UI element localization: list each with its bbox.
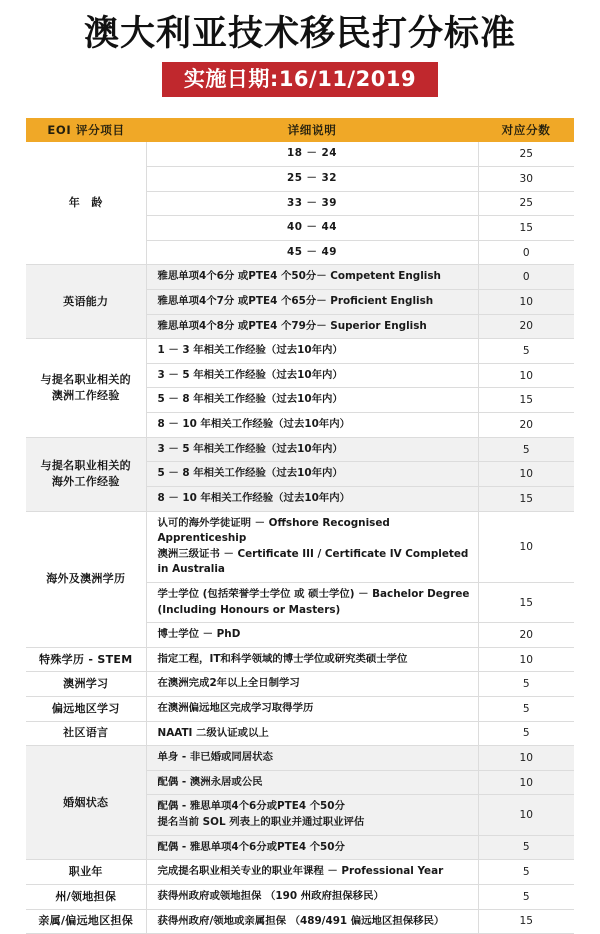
- description-cell: 3 － 5 年相关工作经验（过去10年内）: [146, 363, 478, 388]
- category-line: 澳洲工作经验: [51, 388, 120, 402]
- description-cell: 指定工程，IT和科学领域的博士学位或研究类硕士学位: [146, 647, 478, 672]
- effective-date-badge: 实施日期:16/11/2019: [162, 62, 438, 97]
- description-line: 配偶 - 雅思单项4个6分或PTE4 个50分: [157, 800, 345, 813]
- page-header: [0, 0, 600, 97]
- category-cell: 英语能力: [26, 265, 146, 339]
- description-cell: 博士学位 － PhD: [146, 623, 478, 648]
- description-cell: 配偶 - 雅思单项4个6分或PTE4 个50分: [146, 835, 478, 860]
- description-cell: 5 － 8 年相关工作经验（过去10年内）: [146, 388, 478, 413]
- category-cell: [26, 339, 146, 437]
- category-line: 与提名职业相关的: [40, 373, 131, 387]
- category-cell: 澳洲学习: [26, 672, 146, 697]
- category-cell: 州/领地担保: [26, 884, 146, 909]
- category-cell: 社区语言: [26, 721, 146, 746]
- table-row: [26, 672, 574, 697]
- table-row: [26, 909, 574, 934]
- description-cell: [146, 511, 478, 582]
- description-cell: 在澳洲偏远地区完成学习取得学历: [146, 697, 478, 722]
- score-cell: 10: [478, 647, 574, 672]
- description-cell: [146, 582, 478, 622]
- category-cell: 特殊学历 - STEM: [26, 647, 146, 672]
- score-cell: 20: [478, 314, 574, 339]
- category-cell: 海外及澳洲学历: [26, 511, 146, 647]
- table-head: [26, 118, 574, 142]
- score-cell: 10: [478, 795, 574, 835]
- score-table-container: [26, 118, 574, 934]
- table-row: [26, 265, 574, 290]
- score-cell: 25: [478, 142, 574, 166]
- score-cell: 0: [478, 265, 574, 290]
- table-header-row: [26, 118, 574, 142]
- description-cell: 雅思单项4个8分 或PTE4 个79分－ Superior English: [146, 314, 478, 339]
- category-cell: 亲属/偏远地区担保: [26, 909, 146, 934]
- score-cell: 5: [478, 721, 574, 746]
- table-row: [26, 511, 574, 582]
- description-cell: 配偶 - 澳洲永居或公民: [146, 770, 478, 795]
- description-cell: 1 － 3 年相关工作经验（过去10年内）: [146, 339, 478, 364]
- description-cell: 25 － 32: [146, 167, 478, 192]
- description-cell: 45 － 49: [146, 240, 478, 265]
- category-cell: 偏远地区学习: [26, 697, 146, 722]
- category-cell: [26, 437, 146, 511]
- description-cell: 40 － 44: [146, 216, 478, 241]
- score-cell: 5: [478, 339, 574, 364]
- score-cell: 20: [478, 413, 574, 438]
- description-cell: 雅思单项4个7分 或PTE4 个65分－ Proficient English: [146, 290, 478, 315]
- table-row: [26, 142, 574, 166]
- description-line: 提名当前 SOL 列表上的职业并通过职业评估: [157, 816, 365, 829]
- category-line: 与提名职业相关的: [40, 459, 131, 473]
- table-row: [26, 697, 574, 722]
- score-table: [26, 118, 574, 934]
- description-cell: 8 － 10 年相关工作经验（过去10年内）: [146, 413, 478, 438]
- description-cell: 33 － 39: [146, 191, 478, 216]
- description-cell: 3 － 5 年相关工作经验（过去10年内）: [146, 437, 478, 462]
- score-cell: 20: [478, 623, 574, 648]
- column-header-score: 对应分数: [478, 118, 574, 142]
- score-cell: 15: [478, 486, 574, 511]
- score-cell: 10: [478, 746, 574, 771]
- category-cell: 婚姻状态: [26, 746, 146, 860]
- description-line: 澳洲三级证书 － Certificate III / Certificate IV Completed in Australia: [157, 547, 469, 576]
- score-cell: 10: [478, 290, 574, 315]
- description-cell: [146, 795, 478, 835]
- description-line: 学士学位 (包括荣誉学士学位 或 硕士学位) － Bachelor Degree: [157, 587, 470, 600]
- score-cell: 5: [478, 697, 574, 722]
- score-cell: 10: [478, 363, 574, 388]
- score-cell: 10: [478, 770, 574, 795]
- score-cell: 0: [478, 240, 574, 265]
- description-cell: 5 － 8 年相关工作经验（过去10年内）: [146, 462, 478, 487]
- table-row: [26, 647, 574, 672]
- score-cell: 15: [478, 582, 574, 622]
- score-cell: 15: [478, 388, 574, 413]
- score-cell: 5: [478, 437, 574, 462]
- score-cell: 5: [478, 860, 574, 885]
- score-cell: 5: [478, 835, 574, 860]
- score-cell: 15: [478, 216, 574, 241]
- score-cell: 10: [478, 462, 574, 487]
- table-row: [26, 884, 574, 909]
- description-cell: NAATI 二级认证或以上: [146, 721, 478, 746]
- description-cell: 单身 - 非已婚或同居状态: [146, 746, 478, 771]
- page-title: 澳大利亚技术移民打分标准: [83, 14, 516, 54]
- date-badge-wrapper: [0, 62, 600, 97]
- score-cell: 5: [478, 884, 574, 909]
- score-cell: 5: [478, 672, 574, 697]
- score-cell: 25: [478, 191, 574, 216]
- description-cell: 雅思单项4个6分 或PTE4 个50分－ Competent English: [146, 265, 478, 290]
- table-row: [26, 721, 574, 746]
- description-cell: 8 － 10 年相关工作经验（过去10年内）: [146, 486, 478, 511]
- category-cell: 职业年: [26, 860, 146, 885]
- score-cell: 10: [478, 511, 574, 582]
- table-body: [26, 142, 574, 933]
- table-row: [26, 746, 574, 771]
- category-line: 海外工作经验: [51, 475, 120, 489]
- category-cell: 年 龄: [26, 142, 146, 265]
- description-cell: 获得州政府/领地或亲属担保 （489/491 偏远地区担保移民）: [146, 909, 478, 934]
- description-cell: 在澳洲完成2年以上全日制学习: [146, 672, 478, 697]
- score-cell: 15: [478, 909, 574, 934]
- score-cell: 30: [478, 167, 574, 192]
- description-line: (Including Honours or Masters): [157, 603, 341, 616]
- description-line: 认可的海外学徒证明 － Offshore Recognised Apprenticeship: [157, 516, 390, 545]
- column-header-description: 详细说明: [146, 118, 478, 142]
- table-row: [26, 339, 574, 364]
- description-cell: 完成提名职业相关专业的职业年课程 － Professional Year: [146, 860, 478, 885]
- description-cell: 18 － 24: [146, 142, 478, 166]
- description-cell: 获得州政府或领地担保 （190 州政府担保移民）: [146, 884, 478, 909]
- table-row: [26, 860, 574, 885]
- column-header-category: EOI 评分项目: [26, 118, 146, 142]
- table-row: [26, 437, 574, 462]
